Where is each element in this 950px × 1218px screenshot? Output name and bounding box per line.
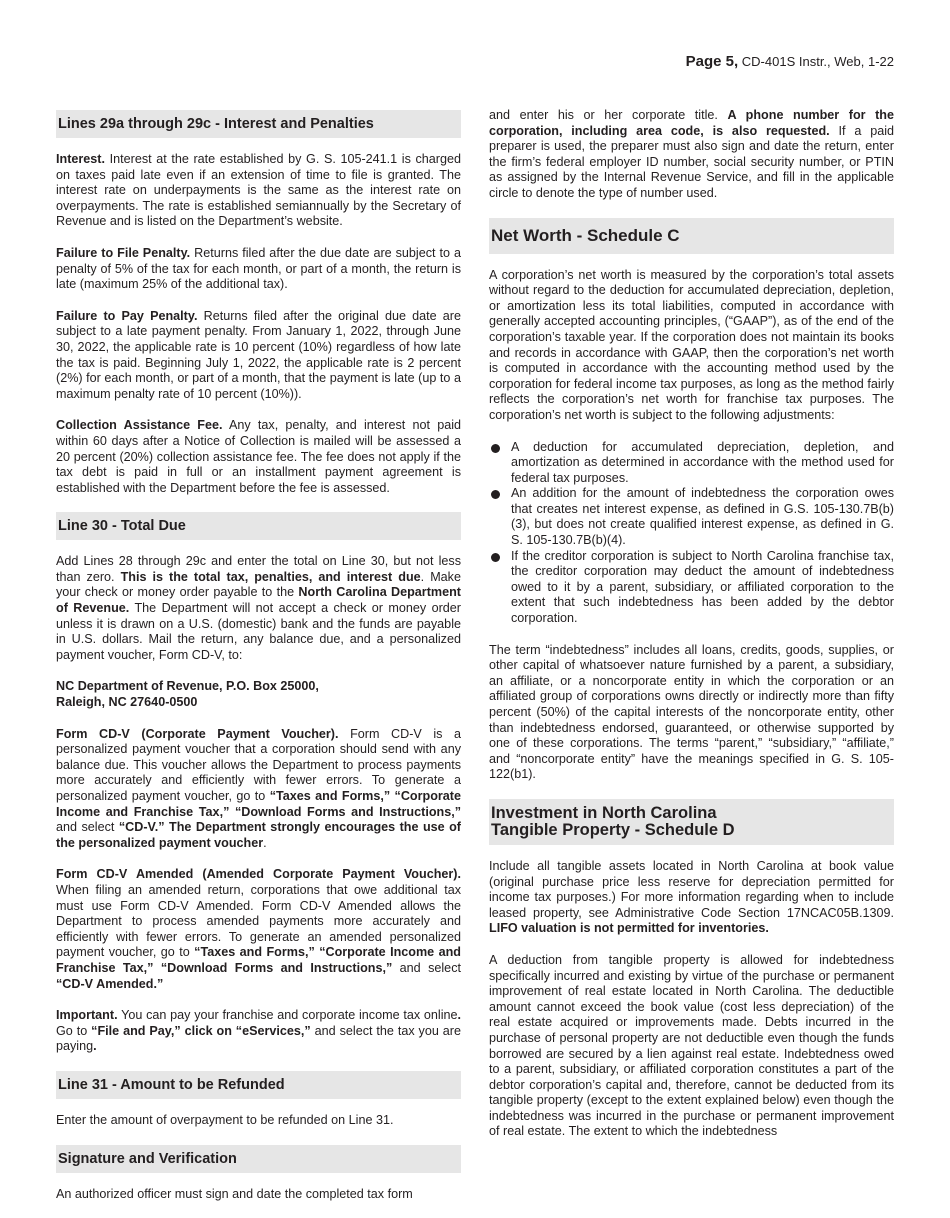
bullet-icon: [491, 553, 500, 562]
signature-continued-paragraph: and enter his or her corporate title. A phone number for the corporation, including area code, is also requested. If a paid preparer is used, the preparer must also sign and date the return, enter the firm’s federal employer ID number, social security number, or PTIN as assigned by the Internal Revenue Service, and fill in the applicable circle to denote the type of number used.: [489, 108, 895, 200]
cdv-amended-paragraph: Form CD-V Amended (Amended Corporate Payment Voucher). When filing an amended return, corporations that owe additional tax must use Form CD-V Amended. Form CD-V Amended allows the Department to process amended payments more accurately and efficiently with fewer errors. To generate an amended personalized payment voucher, go to “Taxes and Forms,” “Corporate Income and Franchise Tax,” “Download Forms and Instructions,” and select “CD-V Amended.”: [56, 867, 462, 991]
net-worth-paragraph: A corporation’s net worth is measured by the corporation’s total assets without regard to the deduction for accumulated depreciation, depletion, or amortization less its total liabilities, computed in accordance with generally accepted accounting principles, (“GAAP”), as of the end of the corporation’s taxable year. If the corporation does not maintain its books and records in accordance with GAAP, then the corporation’s net worth is computed in accordance with the accounting method used by the corporation for federal income tax purposes, as long as the method fairly reflects the corporation’s net worth for franchise tax purposes. The corporation’s net worth is subject to the following adjustments:: [489, 267, 894, 422]
list-item: A deduction for accumulated depreciation, depletion, and amortization as determined in accordance with the method used for federal tax purposes.: [489, 440, 894, 487]
heading-line-30: Line 30 - Total Due: [56, 512, 461, 540]
heading-net-worth: Net Worth - Schedule C: [489, 218, 894, 254]
mailing-address: NC Department of Revenue, P.O. Box 25000, Raleigh, NC 27640-0500: [56, 679, 319, 710]
bullet-icon: [491, 444, 500, 453]
failure-to-pay-paragraph: Failure to Pay Penalty. Returns filed after the original due date are subject to a late payment penalty. From January 1, 2022, through June 30, 2022, the applicable rate is 10 percent (10%) regardless of how late the tax is paid. Beginning July 1, 2022, the applicable rate is 2 percent (2%) for each month, or part of a month, that the payment is late (up to a maximum penalty rate of 10 percent (10%)).: [56, 308, 462, 401]
adjustments-list: [489, 440, 894, 627]
cdv-paragraph: Form CD-V (Corporate Payment Voucher). Form CD-V is a personalized payment voucher that a corporation should send with any balance due. This voucher allows the Department to process payments more accurately and efficiently with fewer errors. To generate a personalized payment voucher, go to “Taxes and Forms,” “Corporate Income and Franchise Tax,” “Download Forms and Instructions,” and select “CD-V.” The Department strongly encourages the use of the personalized payment voucher.: [56, 726, 462, 850]
line31-paragraph: Enter the amount of overpayment to be refunded on Line 31.: [56, 1112, 394, 1127]
bullet-icon: [491, 490, 500, 499]
heading-line-31: Line 31 - Amount to be Refunded: [56, 1071, 461, 1099]
investment-paragraph-1: Include all tangible assets located in North Carolina at book value (original purchase price less reserve for depreciation permitted for income tax purposes.) For more information regarding when to include leased property, see Administrative Code Section 17NCAC05B.1309. LIFO valuation is not permitted for inventories.: [489, 858, 894, 936]
heading-interest-penalties: Lines 29a through 29c - Interest and Penalties: [56, 110, 461, 138]
right-column: [489, 108, 894, 1156]
left-column: [56, 110, 461, 1218]
important-paragraph: Important. You can pay your franchise and corporate income tax online. Go to “File and Pay,” click on “eServices,” and select the tax you are paying.: [56, 1008, 461, 1054]
signature-paragraph: An authorized officer must sign and date the completed tax form: [56, 1186, 413, 1201]
form-id: CD-401S Instr., Web, 1-22: [741, 54, 894, 69]
investment-paragraph-2: A deduction from tangible property is allowed for indebtedness specifically incurred and existing by virtue of the purchase or permanent improvement of real estate located in North Carolina. The deductible amount cannot exceed the book value (cost less depreciation) of the real estate acquired or improvements made. Debts incurred in the purchase of personal property are not deductible even though the funds borrowed are secured by a lien against real estate. Indebtedness owed to a parent, subsidiary, or affiliated corporation constitutes a part of the debtor corporation’s capital and, therefore, cannot be deducted from its tangible property (except to the extent explained below) even though the indebtedness was incurred in the purchase or permanent improvement of real estate. The extent to which the indebtedness: [489, 952, 894, 1139]
failure-to-file-paragraph: Failure to File Penalty. Returns filed after the due date are subject to a penalty of 5% of the tax for each month, or part of a month, the return is late (maximum 25% of the additional tax).: [56, 245, 461, 292]
list-item: An addition for the amount of indebtedness the corporation owes that creates net interest expense, as defined in G.S. 105-130.7B(b)(3), but does not create qualified interest expense, as defined in G. S. 105-130.7B(b)(4).: [489, 486, 894, 548]
page-number: Page 5,: [685, 53, 739, 70]
heading-signature: Signature and Verification: [56, 1145, 461, 1173]
heading-investment: Investment in North Carolina Tangible Property - Schedule D: [489, 799, 894, 845]
list-item: If the creditor corporation is subject to North Carolina franchise tax, the creditor corporation may deduct the amount of indebtedness owed to it by a parent, subsidiary, or affiliated corporation to the extent that such indebtedness has been added by the debtor corporation.: [489, 549, 894, 627]
line30-paragraph: Add Lines 28 through 29c and enter the total on Line 30, but not less than zero. This is the total tax, penalties, and interest due. Make your check or money order payable to the North Carolina Department of Revenue. The Department will not accept a check or money order unless it is drawn on a U.S. (domestic) bank and the funds are payable in U.S. dollars. Mail the return, any balance due, and a personalized payment voucher, Form CD-V, to:: [56, 554, 462, 662]
interest-paragraph: Interest. Interest at the rate established by G. S. 105-241.1 is charged on taxes paid late even if an extension of time to file is granted. The interest rate on underpayments is the same as the interest rate on overpayments. The rate is established semiannually by the Secretary of Revenue and is listed on the Department’s website.: [56, 152, 462, 229]
collection-fee-paragraph: Collection Assistance Fee. Any tax, penalty, and interest not paid within 60 days after a Notice of Collection is mailed will be assessed a 20 percent (20%) collection assistance fee. The fee does not apply if the tax debt is paid in full or an installment payment agreement is established with the Department before the fee is assessed.: [56, 418, 462, 495]
indebtedness-paragraph: The term “indebtedness” includes all loans, credits, goods, supplies, or other capital of whatsoever nature furnished by a parent, a subsidiary, an affiliate, or a noncorporate entity in which the corporation or an affiliated group of corporations owns directly or indirectly more than fifty percent (50%) of the capital interests of the noncorporate entity, other than indebtedness endorsed, guaranteed, or otherwise supported by one of these corporations. The terms “parent,” “subsidiary,” “affiliate,” and “noncorporate entity” have the meanings specified in G. S. 105-122(b1).: [489, 642, 894, 782]
page-header: [686, 53, 894, 70]
